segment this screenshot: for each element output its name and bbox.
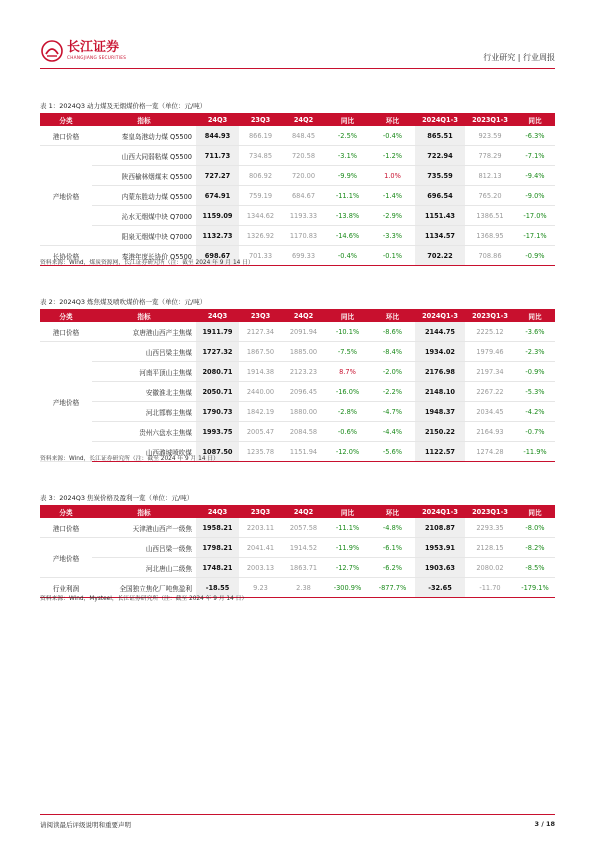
value-cell-qoq: -6.2% [370,558,415,578]
value-cell-v24q2: 1863.71 [282,558,325,578]
column-header: 23Q3 [239,309,282,322]
table-row [40,186,555,206]
column-header: 指标 [92,113,196,126]
value-cell-v24q3: -18.55 [196,578,239,598]
value-cell-ytd24: 1122.57 [415,442,465,462]
category-cell: 长协价格 [40,246,92,266]
value-cell-ytd23: 2128.15 [465,538,515,558]
value-cell-ytdyoy: -3.6% [515,322,555,342]
value-cell-qoq: 1.0% [370,166,415,186]
indicator-cell: 陕西榆林烟煤末 Q5500 [92,166,196,186]
value-cell-ytd24: 722.94 [415,146,465,166]
value-cell-ytdyoy: -9.0% [515,186,555,206]
value-cell-ytdyoy: -8.2% [515,538,555,558]
value-cell-v24q2: 2.38 [282,578,325,598]
value-cell-yoy: -0.4% [325,246,370,266]
logo-text-en: CHANGJIANG SECURITIES [67,55,127,60]
value-cell-ytdyoy: -6.3% [515,126,555,146]
value-cell-ytdyoy: -0.9% [515,362,555,382]
logo-icon [40,40,64,62]
value-cell-v24q3: 1132.73 [196,226,239,246]
category-cell: 行业利润 [40,578,92,598]
table-row [40,206,555,226]
value-cell-v24q3: 674.91 [196,186,239,206]
value-cell-qoq: -1.4% [370,186,415,206]
indicator-cell: 内蒙东胜动力煤 Q5500 [92,186,196,206]
value-cell-ytdyoy: -5.3% [515,382,555,402]
table-row [40,126,555,146]
value-cell-ytdyoy: -9.4% [515,166,555,186]
value-cell-ytd23: 2080.02 [465,558,515,578]
category-cell: 产地价格 [40,538,92,578]
header-divider [40,68,555,69]
value-cell-v23q3: 2005.47 [239,422,282,442]
page-number: 3 / 18 [534,820,555,828]
indicator-cell: 全国独立焦化厂吨焦盈利 [92,578,196,598]
table-row [40,362,555,382]
indicator-cell: 秦港年度长协价 Q5500 [92,246,196,266]
indicator-cell: 河北唐山二级焦 [92,558,196,578]
table3-caption: 表 3：2024Q3 焦炭价格及盈利一览（单位：元/吨） [40,494,194,502]
column-header: 同比 [515,113,555,126]
value-cell-yoy: -13.8% [325,206,370,226]
value-cell-yoy: -16.0% [325,382,370,402]
value-cell-v23q3: 2127.34 [239,322,282,342]
value-cell-v24q2: 1880.00 [282,402,325,422]
header-row [40,113,555,126]
value-cell-yoy: -7.5% [325,342,370,362]
category-cell: 港口价格 [40,126,92,146]
indicator-cell: 安徽淮北主焦煤 [92,382,196,402]
value-cell-v23q3: 2203.11 [239,518,282,538]
indicator-cell: 阳泉无烟煤中块 Q7000 [92,226,196,246]
value-cell-ytd23: 812.13 [465,166,515,186]
value-cell-yoy: -11.9% [325,538,370,558]
column-header: 2024Q1-3 [415,309,465,322]
table3-coke-prices [40,505,555,598]
footer-divider [40,814,555,815]
value-cell-v24q2: 2096.45 [282,382,325,402]
value-cell-ytdyoy: -4.2% [515,402,555,422]
value-cell-v24q2: 1151.94 [282,442,325,462]
value-cell-ytd24: 1948.37 [415,402,465,422]
value-cell-v23q3: 701.33 [239,246,282,266]
value-cell-v24q2: 2084.58 [282,422,325,442]
value-cell-v24q3: 2080.71 [196,362,239,382]
table2-coking-coal-prices [40,309,555,462]
column-header: 24Q3 [196,505,239,518]
value-cell-ytd24: 2148.10 [415,382,465,402]
value-cell-yoy: -10.1% [325,322,370,342]
value-cell-ytdyoy: -17.0% [515,206,555,226]
value-cell-v24q2: 684.67 [282,186,325,206]
value-cell-qoq: -877.7% [370,578,415,598]
value-cell-ytd23: -11.70 [465,578,515,598]
value-cell-qoq: -5.6% [370,442,415,462]
table-row [40,146,555,166]
table-row [40,226,555,246]
value-cell-ytd24: 1151.43 [415,206,465,226]
value-cell-qoq: -0.1% [370,246,415,266]
table2-caption: 表 2：2024Q3 炼焦煤及喷吹煤价格一览（单位：元/吨） [40,298,207,306]
value-cell-qoq: -4.8% [370,518,415,538]
indicator-cell: 山西吕梁一级焦 [92,538,196,558]
value-cell-v23q3: 1344.62 [239,206,282,226]
value-cell-v24q2: 1885.00 [282,342,325,362]
header-row [40,505,555,518]
column-header: 2024Q1-3 [415,113,465,126]
value-cell-ytd23: 2225.12 [465,322,515,342]
value-cell-ytd23: 923.59 [465,126,515,146]
value-cell-v24q3: 698.67 [196,246,239,266]
value-cell-qoq: -2.0% [370,362,415,382]
value-cell-yoy: 8.7% [325,362,370,382]
value-cell-v24q2: 720.00 [282,166,325,186]
value-cell-ytd23: 2267.22 [465,382,515,402]
table2-source: 资料来源：Wind，长江证券研究所（注：截至 2024 年 9 月 14 日） [40,456,219,462]
value-cell-v24q2: 720.58 [282,146,325,166]
report-type: 行业研究 | 行业周报 [483,53,555,62]
value-cell-qoq: -1.2% [370,146,415,166]
value-cell-ytd24: 735.59 [415,166,465,186]
value-cell-v24q3: 1159.09 [196,206,239,226]
column-header: 分类 [40,113,92,126]
value-cell-v23q3: 9.23 [239,578,282,598]
value-cell-v24q3: 1748.21 [196,558,239,578]
value-cell-yoy: -300.9% [325,578,370,598]
column-header: 环比 [370,505,415,518]
value-cell-ytd24: 1953.91 [415,538,465,558]
value-cell-v23q3: 2003.13 [239,558,282,578]
value-cell-qoq: -6.1% [370,538,415,558]
value-cell-v24q3: 2050.71 [196,382,239,402]
value-cell-yoy: -3.1% [325,146,370,166]
column-header: 指标 [92,505,196,518]
value-cell-ytdyoy: -0.7% [515,422,555,442]
indicator-cell: 山西大同弱粘煤 Q5500 [92,146,196,166]
table1-coal-prices [40,113,555,266]
value-cell-ytdyoy: -8.0% [515,518,555,538]
value-cell-ytd23: 2034.45 [465,402,515,422]
value-cell-ytdyoy: -8.5% [515,558,555,578]
value-cell-yoy: -11.1% [325,518,370,538]
indicator-cell: 京唐港山西产主焦煤 [92,322,196,342]
value-cell-yoy: -12.7% [325,558,370,578]
indicator-cell: 山西潞城喷吹煤 [92,442,196,462]
value-cell-v24q3: 1727.32 [196,342,239,362]
value-cell-v24q2: 1914.52 [282,538,325,558]
column-header: 2023Q1-3 [465,113,515,126]
table-row [40,422,555,442]
value-cell-ytd24: -32.65 [415,578,465,598]
column-header: 指标 [92,309,196,322]
column-header: 24Q2 [282,113,325,126]
value-cell-yoy: -12.0% [325,442,370,462]
value-cell-ytd23: 1274.28 [465,442,515,462]
table1-source: 资料来源：Wind，煤炭资源网，长江证券研究所（注：截至 2024 年 9 月 14 日） [40,260,254,266]
value-cell-v23q3: 759.19 [239,186,282,206]
value-cell-ytd23: 2197.34 [465,362,515,382]
value-cell-ytdyoy: -11.9% [515,442,555,462]
column-header: 分类 [40,505,92,518]
logo-text-cn: 长江证券 [67,40,120,55]
value-cell-ytd24: 1934.02 [415,342,465,362]
page-header [40,38,555,68]
table1-caption: 表 1：2024Q3 动力煤及无烟煤价格一览（单位：元/吨） [40,102,207,110]
header-row [40,309,555,322]
value-cell-qoq: -2.9% [370,206,415,226]
value-cell-yoy: -9.9% [325,166,370,186]
column-header: 环比 [370,309,415,322]
value-cell-ytd23: 1386.51 [465,206,515,226]
indicator-cell: 秦皇岛港动力煤 Q5500 [92,126,196,146]
value-cell-yoy: -14.6% [325,226,370,246]
value-cell-v24q2: 2123.23 [282,362,325,382]
table3-source: 资料来源：Wind，Mysteel，长江证券研究所（注：截至 2024 年 9 月 14 日） [40,596,248,602]
value-cell-ytdyoy: -7.1% [515,146,555,166]
column-header: 环比 [370,113,415,126]
value-cell-v23q3: 2041.41 [239,538,282,558]
value-cell-ytd23: 2164.93 [465,422,515,442]
column-header: 同比 [515,309,555,322]
value-cell-ytd23: 2293.35 [465,518,515,538]
table-row [40,402,555,422]
table-row [40,538,555,558]
value-cell-v24q2: 1170.83 [282,226,325,246]
value-cell-ytd24: 702.22 [415,246,465,266]
value-cell-v23q3: 806.92 [239,166,282,186]
value-cell-v24q2: 1193.33 [282,206,325,226]
value-cell-ytd24: 696.54 [415,186,465,206]
value-cell-ytd24: 2144.75 [415,322,465,342]
value-cell-ytd23: 765.20 [465,186,515,206]
value-cell-v24q3: 1790.73 [196,402,239,422]
table-row [40,558,555,578]
value-cell-qoq: -8.6% [370,322,415,342]
category-cell: 产地价格 [40,342,92,462]
value-cell-ytdyoy: -17.1% [515,226,555,246]
indicator-cell: 山西吕梁主焦煤 [92,342,196,362]
indicator-cell: 河北邯郸主焦煤 [92,402,196,422]
value-cell-v23q3: 1235.78 [239,442,282,462]
value-cell-v23q3: 734.85 [239,146,282,166]
value-cell-ytd23: 1979.46 [465,342,515,362]
indicator-cell: 天津港山西产一级焦 [92,518,196,538]
value-cell-v24q3: 727.27 [196,166,239,186]
value-cell-v23q3: 1326.92 [239,226,282,246]
column-header: 2023Q1-3 [465,505,515,518]
column-header: 23Q3 [239,113,282,126]
value-cell-qoq: -4.4% [370,422,415,442]
value-cell-v24q3: 844.93 [196,126,239,146]
table-row [40,382,555,402]
value-cell-yoy: -2.5% [325,126,370,146]
column-header: 同比 [515,505,555,518]
category-cell: 产地价格 [40,146,92,246]
column-header: 24Q3 [196,113,239,126]
value-cell-v23q3: 866.19 [239,126,282,146]
column-header: 24Q3 [196,309,239,322]
value-cell-ytd24: 1134.57 [415,226,465,246]
indicator-cell: 沁水无烟煤中块 Q7000 [92,206,196,226]
value-cell-v24q3: 1798.21 [196,538,239,558]
value-cell-ytd23: 778.29 [465,146,515,166]
value-cell-ytd23: 708.86 [465,246,515,266]
column-header: 23Q3 [239,505,282,518]
table-row [40,518,555,538]
value-cell-yoy: -11.1% [325,186,370,206]
value-cell-v24q2: 699.33 [282,246,325,266]
value-cell-qoq: -8.4% [370,342,415,362]
category-cell: 港口价格 [40,518,92,538]
value-cell-v24q2: 2057.58 [282,518,325,538]
value-cell-v24q3: 1087.50 [196,442,239,462]
value-cell-qoq: -2.2% [370,382,415,402]
value-cell-ytd24: 2176.98 [415,362,465,382]
column-header: 同比 [325,505,370,518]
value-cell-v24q3: 1911.79 [196,322,239,342]
value-cell-ytdyoy: -2.3% [515,342,555,362]
value-cell-ytd24: 865.51 [415,126,465,146]
column-header: 24Q2 [282,309,325,322]
column-header: 同比 [325,113,370,126]
value-cell-v23q3: 2440.00 [239,382,282,402]
value-cell-qoq: -4.7% [370,402,415,422]
column-header: 2024Q1-3 [415,505,465,518]
footer-disclaimer: 请阅读最后评级说明和重要声明 [40,821,131,829]
indicator-cell: 河南平顶山主焦煤 [92,362,196,382]
value-cell-ytd24: 2108.87 [415,518,465,538]
column-header: 24Q2 [282,505,325,518]
value-cell-yoy: -2.8% [325,402,370,422]
value-cell-ytdyoy: -179.1% [515,578,555,598]
value-cell-ytd23: 1368.95 [465,226,515,246]
column-header: 同比 [325,309,370,322]
value-cell-yoy: -0.6% [325,422,370,442]
column-header: 分类 [40,309,92,322]
value-cell-qoq: -0.4% [370,126,415,146]
table-row [40,166,555,186]
value-cell-ytd24: 2150.22 [415,422,465,442]
value-cell-v24q3: 1958.21 [196,518,239,538]
column-header: 2023Q1-3 [465,309,515,322]
value-cell-ytdyoy: -0.9% [515,246,555,266]
value-cell-ytd24: 1903.63 [415,558,465,578]
value-cell-v23q3: 1914.38 [239,362,282,382]
table-row [40,342,555,362]
value-cell-v24q2: 848.45 [282,126,325,146]
company-logo [40,40,126,62]
value-cell-v24q3: 711.73 [196,146,239,166]
value-cell-qoq: -3.3% [370,226,415,246]
table-row [40,322,555,342]
indicator-cell: 贵州六盘水主焦煤 [92,422,196,442]
value-cell-v23q3: 1842.19 [239,402,282,422]
value-cell-v24q3: 1993.75 [196,422,239,442]
category-cell: 港口价格 [40,322,92,342]
value-cell-v23q3: 1867.50 [239,342,282,362]
value-cell-v24q2: 2091.94 [282,322,325,342]
